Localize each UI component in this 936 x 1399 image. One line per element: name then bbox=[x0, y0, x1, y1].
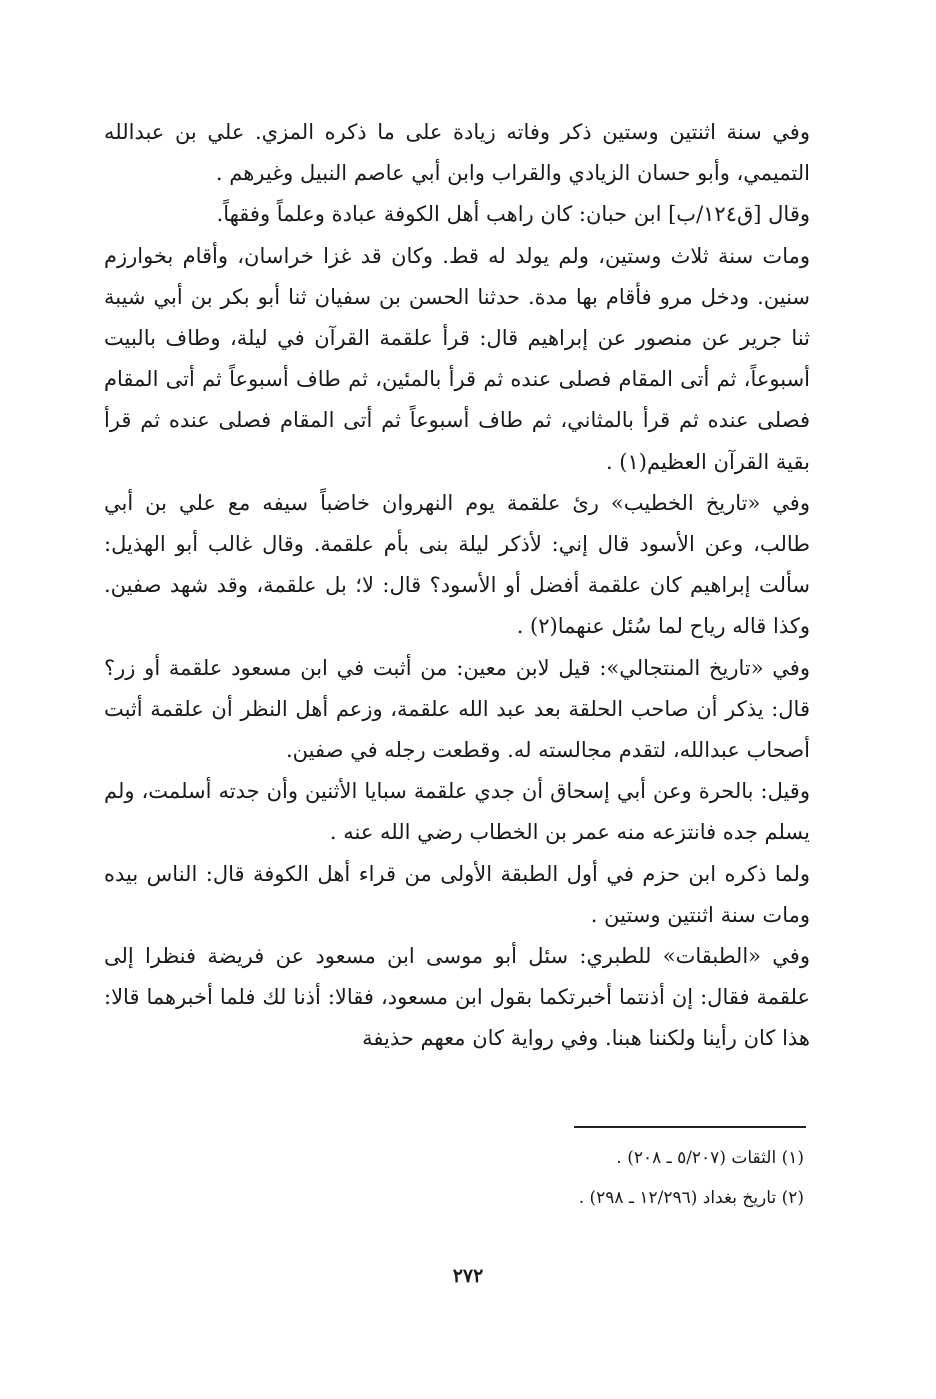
paragraph: وقيل: بالحرة وعن أبي إسحاق أن جدي علقمة سبايا الأثنين وأن جدته أسلمت، ولم يسلم جده فانتزعه منه عمر بن الخطاب رضي الله عنه . bbox=[104, 779, 810, 845]
paragraph: وفي «تاريخ الخطيب» رئ علقمة يوم النهروان خاضباً سيفه مع علي بن أبي طالب، وعن الأسود قال إني: لأذكر ليلة بنى بأم علقمة. وقال غالب أبو الهذيل: سألت إبراهيم كان علقمة أفضل أو الأسود؟ قال: لا؛ بل علقمة، وقد شهد صفين. وكذا قاله رياح لما سُئل عنهما(٢) . bbox=[104, 490, 810, 639]
footnotes bbox=[104, 1138, 804, 1218]
body-text bbox=[104, 112, 810, 1060]
paragraph: ومات سنة ثلاث وستين، ولم يولد له قط. وكان قد غزا خراسان، وأقام بخوارزم سنين. ودخل مرو فأقام بها مدة. حدثنا الحسن بن سفيان ثنا أبو بكر بن أبي شيبة ثنا جرير عن منصور عن إبراهيم قال: قرأ علقمة القرآن في ليلة، وطاف بالبيت أسبوعاً، ثم أتى المقام فصلى عنده ثم قرأ بالمئين، ثم طاف أسبوعاً ثم أتى المقام فصلى عنده ثم قرأ بالمثاني، ثم طاف أسبوعاً ثم أتى المقام فصلى عنده ثم قرأ بقية القرآن العظيم(١) . bbox=[104, 243, 810, 474]
paragraph: وفي سنة اثنتين وستين ذكر وفاته زيادة على ما ذكره المزي. علي بن عبدالله التميمي، وأبو حسان الزيادي والقراب وابن أبي عاصم النبيل وغيرهم . bbox=[104, 120, 810, 186]
paragraph: ولما ذكره ابن حزم في أول الطبقة الأولى من قراء أهل الكوفة قال: الناس بيده ومات سنة اثنتين وستين . bbox=[104, 861, 810, 927]
paragraph: وفي «تاريخ المنتجالي»: قيل لابن معين: من أثبت في ابن مسعود علقمة أو زر؟ قال: يذكر أن صاحب الحلقة بعد عبد الله علقمة، وزعم أهل النظر أن علقمة أثبت أصحاب عبدالله، لتقدم مجالسته له. وقطعت رجله في صفين. bbox=[104, 655, 810, 763]
footnote-divider bbox=[574, 1126, 806, 1128]
paragraph: وقال [ق١٢٤/ب] ابن حبان: كان راهب أهل الكوفة عبادة وعلماً وفقهاً. bbox=[216, 202, 810, 227]
paragraph: وفي «الطبقات» للطبري: سئل أبو موسى ابن مسعود عن فريضة فنظرا إلى علقمة فقال: إن أذنتما أخبرتكما بقول ابن مسعود، فقالا: أذنا لك فلما أخبرهما قالا: هذا كان رأينا ولكننا هبنا. وفي رواية كان معهم حذيفة bbox=[104, 944, 810, 1051]
main-text bbox=[104, 112, 810, 1060]
footnote: (١) الثقات (٥/٢٠٧ ـ ٢٠٨) . bbox=[616, 1148, 804, 1168]
footnote: (٢) تاريخ بغداد (١٢/٢٩٦ ـ ٢٩٨) . bbox=[578, 1188, 804, 1208]
page-number: ٢٧٢ bbox=[452, 1265, 484, 1287]
